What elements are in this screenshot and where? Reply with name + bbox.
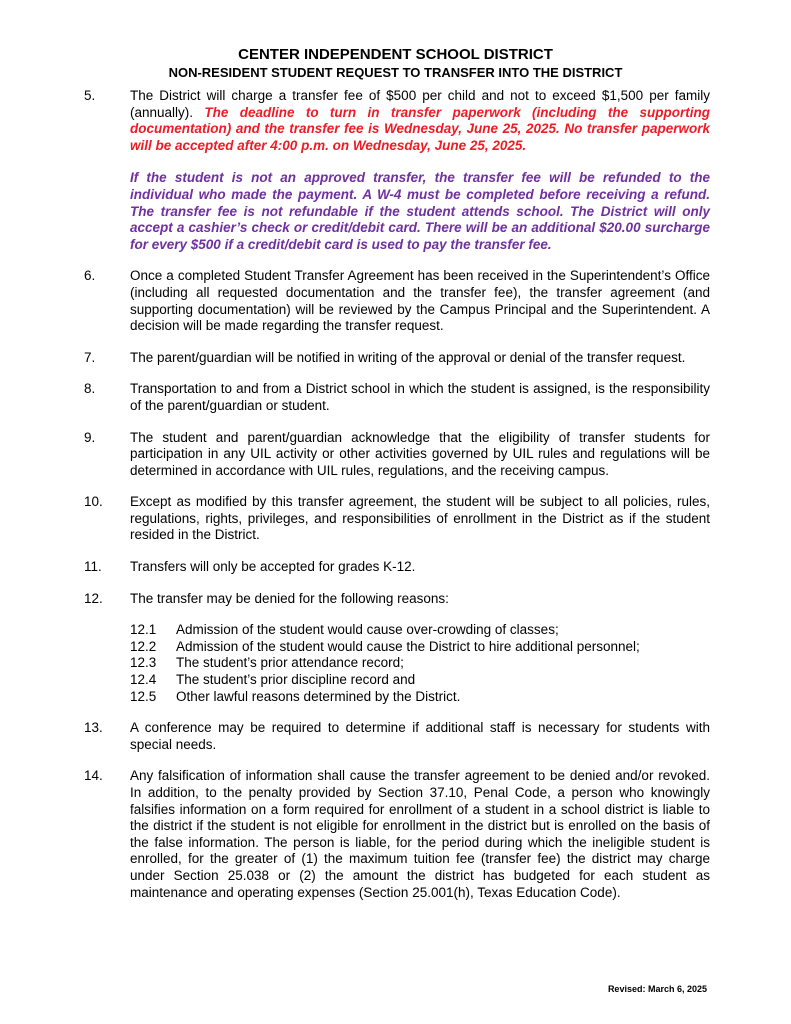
sub-item	[130, 655, 710, 672]
list-item-6	[84, 268, 710, 334]
item-body	[130, 591, 710, 706]
sub-item-text: Admission of the student would cause over-crowding of classes;	[176, 622, 559, 638]
item-number: 12.	[84, 590, 103, 606]
item-number: 13.	[84, 720, 103, 736]
sub-item-number: 12.3	[130, 655, 157, 671]
sub-item-number: 12.2	[130, 638, 157, 654]
list-item-9	[84, 430, 710, 480]
list-item-7	[84, 350, 710, 367]
list-item-13	[84, 720, 710, 753]
list-item-5	[84, 88, 710, 253]
item-text: The transfer may be denied for the following reasons:	[130, 590, 449, 606]
sub-item	[130, 622, 710, 639]
sub-item	[130, 639, 710, 656]
sub-item-number: 12.1	[130, 622, 157, 638]
item-number: 10.	[84, 494, 103, 510]
item-text: Once a completed Student Transfer Agreement has been received in the Superintendent’s Office (including all requested documentation and the transfer fee), the transfer agreement (and supporting documentation) will be reviewed by the Campus Principal and the Superintendent. A decision will be made regarding the transfer request.	[130, 268, 710, 334]
list-item-14	[84, 768, 710, 901]
sub-item-number: 12.4	[130, 672, 157, 688]
deadline-notice: The deadline to turn in transfer paperwork (including the supporting documentation) and the transfer fee is Wednesday, June 25, 2025. No transfer paperwork will be accepted after 4:00 p.m. on Wednesday, June 25, 2025.	[130, 104, 710, 153]
sub-item	[130, 689, 710, 706]
list-item-11	[84, 559, 710, 576]
item-text: Transfers will only be accepted for grades K-12.	[130, 559, 416, 575]
item-number: 7.	[84, 349, 96, 365]
item-number: 9.	[84, 429, 96, 445]
item-body	[130, 88, 710, 253]
item-text: A conference may be required to determine if additional staff is necessary for students with special needs.	[130, 720, 710, 752]
item-text: The student and parent/guardian acknowledge that the eligibility of transfer students for participation in any UIL activity or other activities governed by UIL rules and regulations will be determined in accordance with UIL rules, regulations, and the receiving campus.	[130, 429, 710, 478]
sub-item-text: Other lawful reasons determined by the District.	[176, 688, 461, 704]
revised-date: Revised: March 6, 2025	[607, 984, 707, 994]
sub-item-text: The student’s prior attendance record;	[176, 655, 404, 671]
document-subtitle: NON-RESIDENT STUDENT REQUEST TO TRANSFER INTO THE DISTRICT	[168, 65, 623, 80]
item-text: Except as modified by this transfer agreement, the student will be subject to all policies, rules, regulations, rights, privileges, and responsibilities of enrollment in the District as if the student resided in the District.	[130, 494, 710, 543]
list-item-10	[84, 494, 710, 544]
item-number: 11.	[84, 559, 102, 575]
item-number: 14.	[84, 768, 103, 784]
item-text: Transportation to and from a District school in which the student is assigned, is the responsibility of the parent/guardian or student.	[130, 381, 710, 413]
list-item-8	[84, 381, 710, 414]
item-number: 8.	[84, 381, 96, 397]
sub-item	[130, 672, 710, 689]
document-title: CENTER INDEPENDENT SCHOOL DISTRICT	[238, 46, 553, 63]
denial-reasons-list	[130, 622, 710, 705]
refund-notice: If the student is not an approved transfer, the transfer fee will be refunded to the individual who made the payment. A W-4 must be completed before receiving a refund. The transfer fee is not refundable if the student attends school. The District will only accept a cashier’s check or credit/debit card. There will be an additional $20.00 surcharge for every $500 if a credit/debit card is used to pay the transfer fee.	[130, 170, 710, 252]
item-number: 6.	[84, 268, 96, 284]
sub-item-number: 12.5	[130, 688, 157, 704]
item-text: Any falsification of information shall cause the transfer agreement to be denied and/or revoked. In addition, to the penalty provided by Section 37.10, Penal Code, a person who knowingly falsifies information on a form required for enrollment of a student in a school district is liable to the district if the student is not eligible for enrollment in the district but is enrolled on the basis of the false information. The person is liable, for the period during which the ineligible student is enrolled, for the greater of (1) the maximum tuition fee (transfer fee) the district may charge under Section 25.038 or (2) the amount the district has budgeted for each student as maintenance and operating expenses (Section 25.001(h), Texas Education Code).	[130, 768, 710, 900]
sub-item-text: Admission of the student would cause the District to hire additional personnel;	[176, 638, 640, 654]
item-list	[84, 88, 710, 916]
sub-item-text: The student’s prior discipline record and	[176, 672, 416, 688]
item-text: The District will charge a transfer fee of $500 per child and not to exceed $1,500 per family (annually).	[130, 88, 710, 120]
item-number: 5.	[84, 88, 96, 103]
list-item-12	[84, 591, 710, 706]
item-text: The parent/guardian will be notified in writing of the approval or denial of the transfer request.	[130, 349, 686, 365]
